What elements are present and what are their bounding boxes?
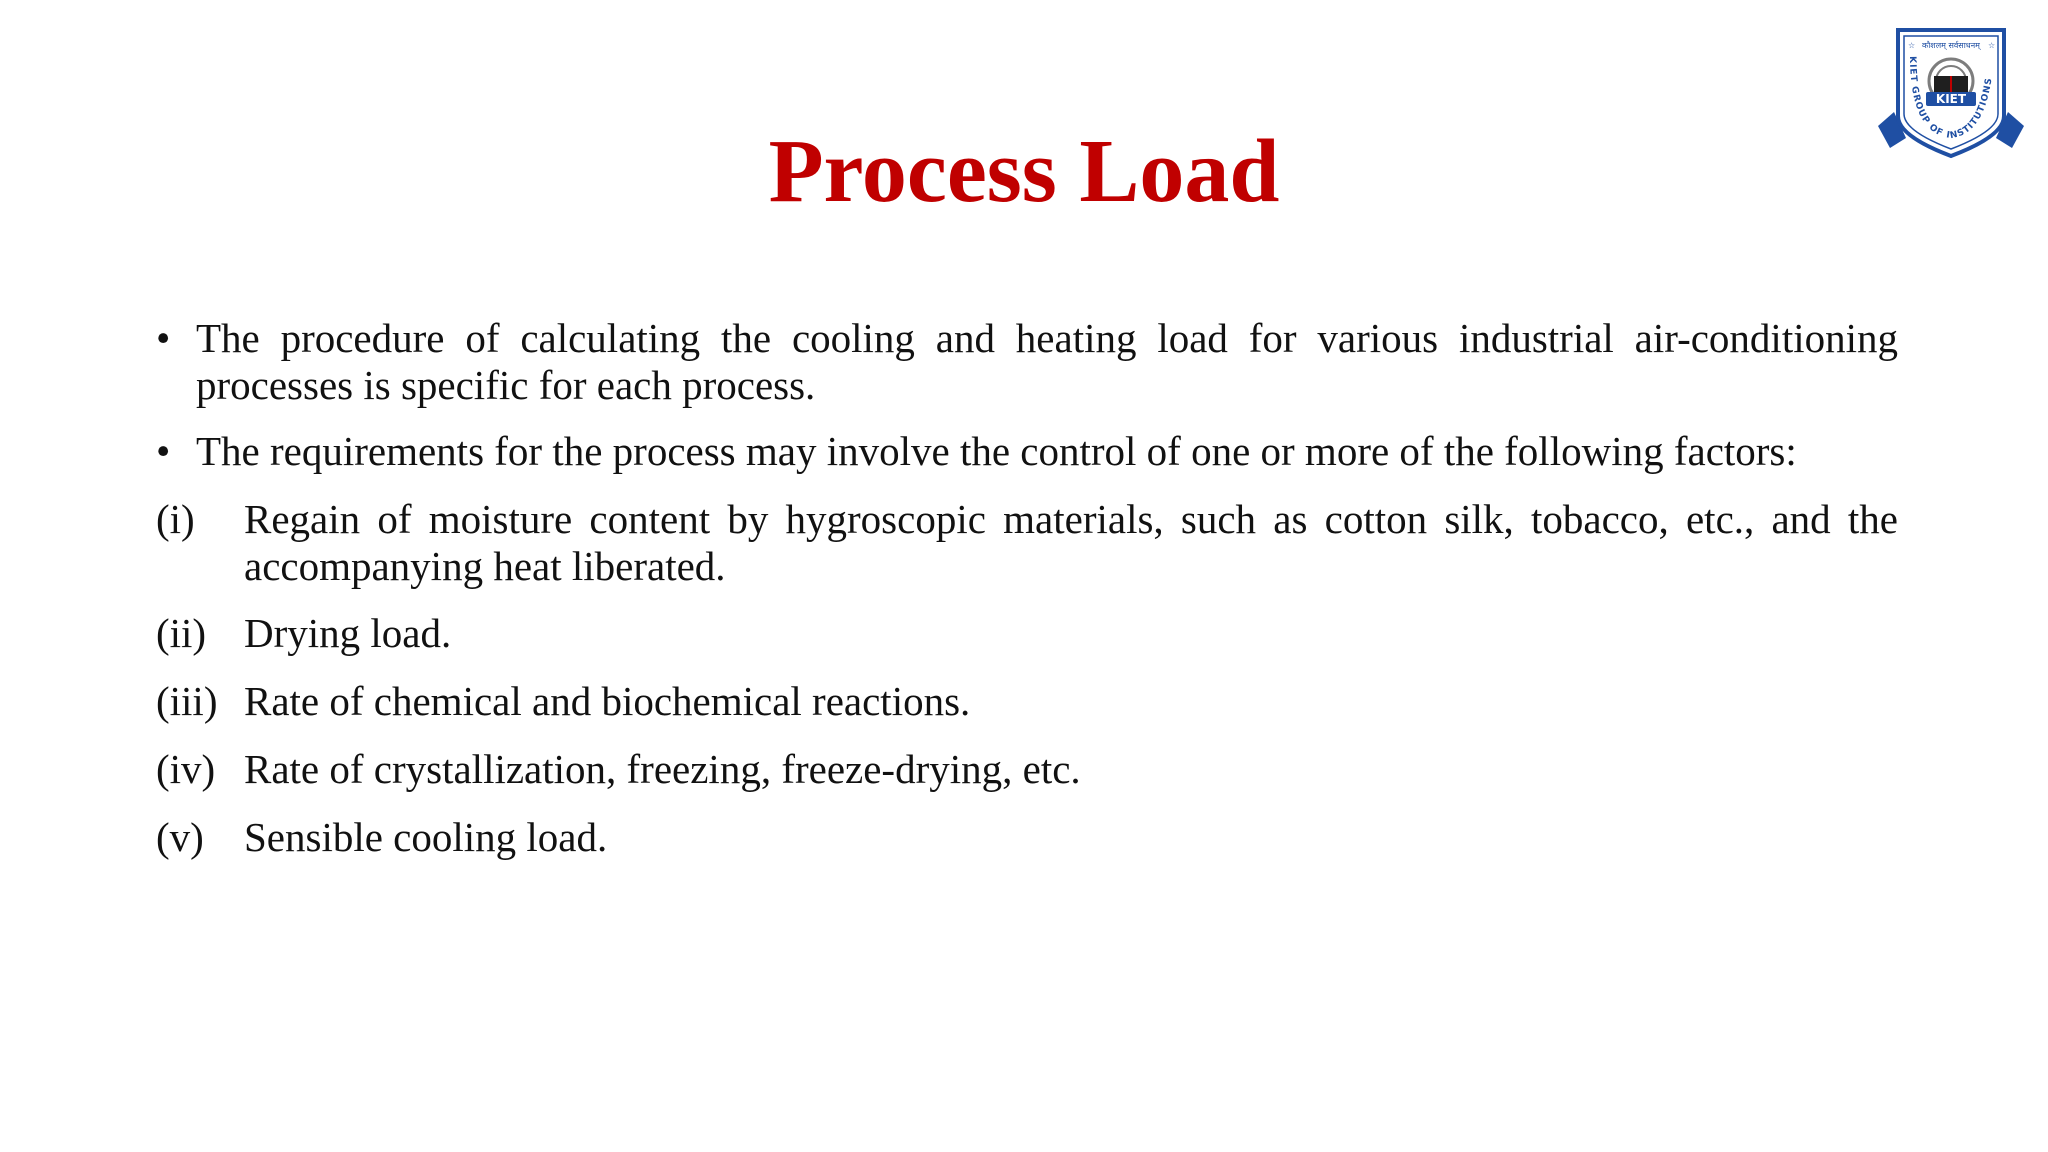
svg-text:☆: ☆ — [1908, 41, 1916, 50]
factor-marker: (ii) — [156, 610, 207, 656]
factor-marker: (i) — [156, 496, 195, 542]
bullet-text: The requirements for the process may involve the control of one or more of the following factors: — [196, 428, 1797, 474]
factor-text: Drying load. — [244, 610, 452, 656]
logo-name: KIET — [1935, 92, 1967, 106]
logo-motto: कौशलम् सर्वसाधनम् — [1922, 41, 1980, 50]
factor-marker: (v) — [156, 814, 204, 860]
svg-text:☆: ☆ — [1988, 41, 1996, 50]
slide-title: Process Load — [768, 122, 1280, 221]
factor-text: Rate of chemical and biochemical reactions. — [244, 678, 971, 724]
factor-marker: (iii) — [156, 678, 218, 724]
bullet-marker: • — [156, 428, 171, 474]
bullet-marker: • — [156, 315, 171, 361]
factor-text: Regain of moisture content by hygroscopic materials, such as cotton silk, tobacco, etc., and the accompanying heat liberated. — [244, 496, 1898, 589]
factor-text: Sensible cooling load. — [244, 814, 608, 860]
logo-arc-text: KIET GROUP OF INSTITUTIONS — [1906, 56, 1995, 142]
bullet-text: The procedure of calculating the cooling and heating load for various industrial air-conditioning processes is specific for each process. — [196, 315, 1898, 408]
factor-marker: (iv) — [156, 746, 216, 792]
factor-text: Rate of crystallization, freezing, freeze-drying, etc. — [244, 746, 1081, 792]
